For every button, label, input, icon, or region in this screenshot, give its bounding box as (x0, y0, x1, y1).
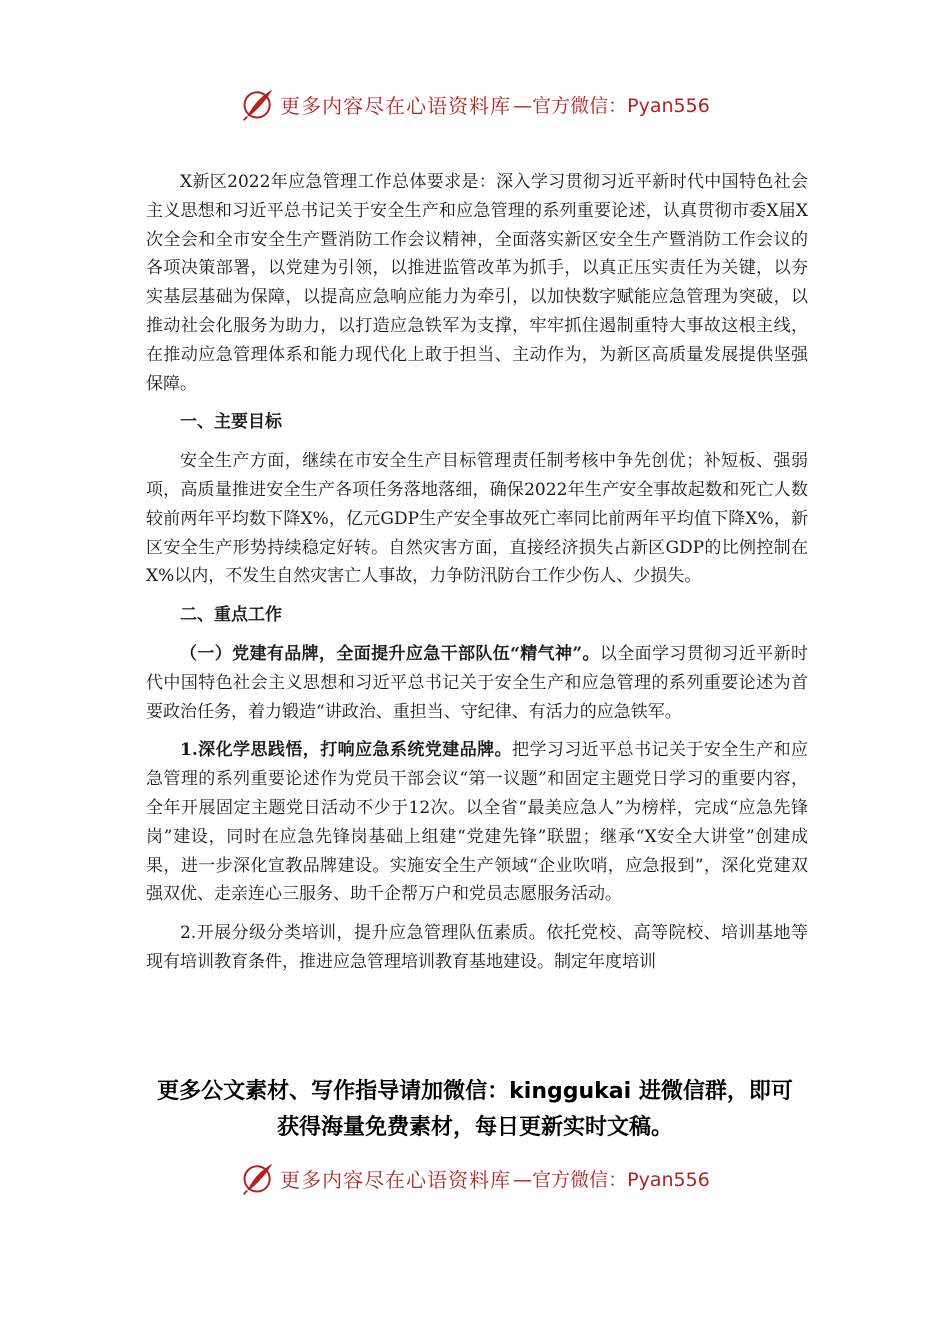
item1-lead: （一）党建有品牌，全面提升应急干部队伍“精气神”。 (180, 643, 600, 664)
sub2-paragraph: 2.开展分级分类培训，提升应急管理队伍素质。依托党校、高等院校、培训基地等现有培训教育条件，推进应急管理培训教育基地建设。制定年度培训 (146, 923, 808, 972)
banner-contact-text: —官方微信：Pyan556 (513, 1168, 710, 1191)
promo-line-2: 获得海量免费素材，每日更新实时文稿。 (276, 1115, 673, 1140)
promo-notice (0, 1074, 950, 1146)
section-heading-goals: 一、主要目标 (180, 412, 282, 433)
document-body (146, 168, 808, 987)
quill-pen-logo-icon (240, 1160, 276, 1196)
quill-pen-logo-icon (240, 86, 276, 122)
banner-contact-text: —官方微信：Pyan556 (513, 94, 710, 117)
item1-paragraph (146, 640, 808, 726)
header-banner (0, 84, 950, 124)
footer-banner (0, 1158, 950, 1198)
section-heading-key-work: 二、重点工作 (180, 605, 282, 626)
intro-paragraph: X新区2022年应急管理工作总体要求是：深入学习贯彻习近平新时代中国特色社会主义思想和习近平总书记关于安全生产和应急管理的系列重要论述，认真贯彻市委X届X次全会和全市安全生产暨消防工作会议精神，全面落实新区安全生产暨消防工作会议的各项决策部署，以党建为引领，以推进监管改革为抓手，以真正压实责任为关键，以夯实基层基础为保障，以提高应急响应能力为牵引，以加快数字赋能应急管理为突破，以推动社会化服务为助力，以打造应急铁军为支撑，牢牢抓住遏制重特大事故这根主线，在推动应急管理体系和能力现代化上敢于担当、主动作为，为新区高质量发展提供坚强保障。 (146, 172, 808, 394)
sub1-lead: 1.深化学思践悟，打响应急系统党建品牌。 (180, 740, 513, 761)
banner-brand-text: 更多内容尽在心语资料库 (280, 93, 512, 118)
goals-paragraph: 安全生产方面，继续在市安全生产目标管理责任制考核中争先创优；补短板、强弱项，高质量推进安全生产各项任务落地落细，确保2022年生产安全事故起数和死亡人数较前两年平均数下降X%，亿元GDP生产安全事故死亡率同比前两年平均值下降X%，新区安全生产形势持续稳定好转。自然灾害方面，直接经济损失占新区GDP的比例控制在X%以内，不发生自然灾害亡人事故，力争防汛防台工作少伤人、少损失。 (146, 451, 808, 587)
banner-brand-text: 更多内容尽在心语资料库 (280, 1167, 512, 1192)
sub1-paragraph (146, 736, 808, 909)
promo-line-1: 更多公文素材、写作指导请加微信：kinggukai 进微信群，即可 (157, 1079, 793, 1104)
item1-body: 以全面学习贯彻习近平新时代中国特色社会主义思想和习近平总书记关于安全生产和应急管理的系列重要论述为首要政治任务，着力锻造“讲政治、重担当、守纪律、有活力的应急铁军。 (146, 643, 808, 722)
sub1-body: 把学习习近平总书记关于安全生产和应急管理的系列重要论述作为党员干部会议“第一议题”和固定主题党日学习的重要内容，全年开展固定主题党日活动不少于12次。以全省“最美应急人”为榜样，完成“应急先锋岗”建设，同时在应急先锋岗基础上组建“党建先锋”联盟；继承“X安全大讲堂”创建成果，进一步深化宣教品牌建设。实施安全生产领域“企业吹哨，应急报到”，深化党建双强双优、走亲连心三服务、助千企帮万户和党员志愿服务活动。 (146, 740, 809, 905)
